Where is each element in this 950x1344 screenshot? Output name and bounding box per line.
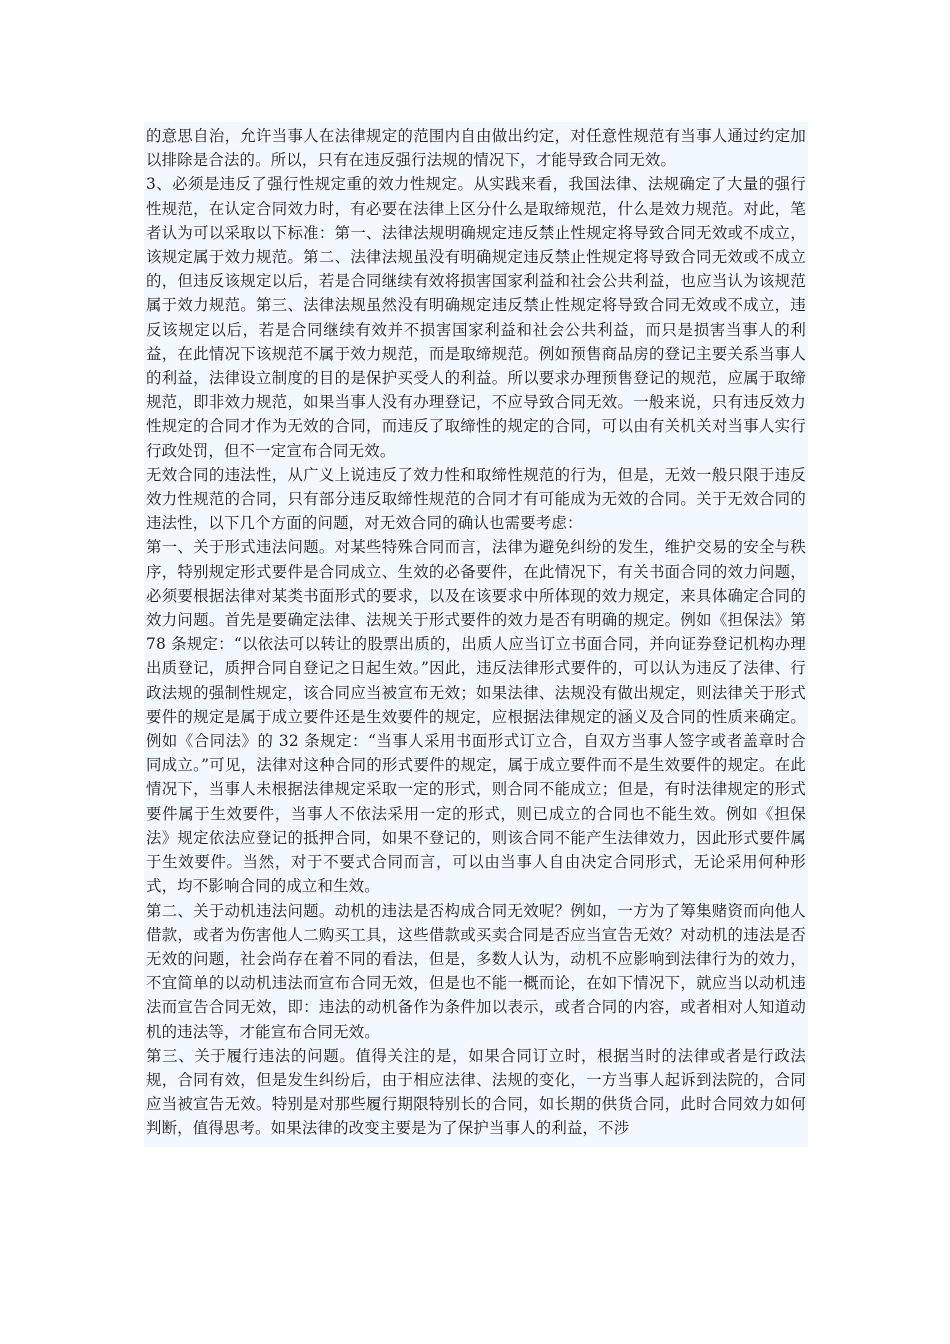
document-body (144, 122, 808, 1147)
paragraph-continuation: 的意思自治，允许当事人在法律规定的范围内自由做出约定，对任意性规范有当事人通过约定加以排除是合法的。所以，只有在违反强行法规的情况下，才能导致合同无效。 (146, 127, 806, 170)
paragraph-motive-illegality: 第二、关于动机违法问题。动机的违法是否构成合同无效呢？例如，一方为了筹集赌资而向他人借款，或者为伤害他人二购买工具，这些借款或买卖合同是否应当宣告无效？对动机的违法是否无效的问题，社会尚存在着不同的看法，但是，多数人认为，动机不应影响到法律行为的效力，不宜简单的以动机违法而宣布合同无效，但是也不能一概而论，在如下情况下，就应当以动机违法而宣告合同无效，即：违法的动机备作为条件加以表示，或者合同的内容，或者相对人知道动机的违法等，才能宣布合同无效。 (146, 901, 806, 1041)
paragraph-illegality-overview: 无效合同的违法性，从广义上说违反了效力性和取缔性规范的行为，但是，无效一般只限于违反效力性规范的合同，只有部分违反取缔性规范的合同才有可能成为无效的合同。关于无效合同的违法性，以下几个方面的问题，对无效合同的确认也需要考虑： (146, 465, 806, 533)
paragraph-form-illegality: 第一、关于形式违法问题。对某些特殊合同而言，法律为避免纠纷的发生，维护交易的安全与秩序，特别规定形式要件是合同成立、生效的必备要件，在此情况下，有关书面合同的效力问题，必须要根据法律对某类书面形式的要求，以及在该要求中所体现的效力规定，来具体确定合同的效力问题。首先是要确定法律、法规关于形式要件的效力是否有明确的规定。例如《担保法》第 78 条规定：“以依法可以转让的股票出质的，出质人应当订立书面合同，并向证券登记机构办理出质登记，质押合同自登记之日起生效。”因此，违反法律形式要件的，可以认为违反了法律、行政法规的强制性规定，该合同应当被宣布无效；如果法律、法规没有做出规定，则法律关于形式要件的规定是属于成立要件还是生效要件的规定，应根据法律规定的涵义及合同的性质来确定。例如《合同法》的 32 条规定：“当事人采用书面形式订立合，自双方当事人签字或者盖章时合同成立。”可见，法律对这种合同的形式要件的规定，属于成立要件而不是生效要件的规定。在此情况下，当事人未根据法律规定采取一定的形式，则合同不能成立；但是，有时法律规定的形式要件属于生效要件，当事人不依法采用一定的形式，则已成立的合同也不能生效。例如《担保法》规定依法应登记的抵押合同，如果不登记的，则该合同不能产生法律效力，因此形式要件属于生效要件。当然，对于不要式合同而言，可以由当事人自由决定合同形式，无论采用何种形式，均不影响合同的成立和生效。 (146, 538, 806, 896)
paragraph-effectiveness-rules: 3、必须是违反了强行性规定重的效力性规定。从实践来看，我国法律、法规确定了大量的强行性规范，在认定合同效力时，有必要在法律上区分什么是取缔规范，什么是效力规范。对此，笔者认为可以采取以下标准：第一、法律法规明确规定违反禁止性规定将导致合同无效或不成立，该规定属于效力规范。第二、法律法规虽没有明确规定违反禁止性规定将导致合同无效或不成立的，但违反该规定以后，若是合同继续有效将损害国家利益和社会公共利益，也应当认为该规范属于效力规范。第三、法律法规虽然没有明确规定违反禁止性规定将导致合同无效或不成立，违反该规定以后，若是合同继续有效并不损害国家利益和社会公共利益，而只是损害当事人的利益，在此情况下该规范不属于效力规范，而是取缔规范。例如预售商品房的登记主要关系当事人的利益，法律设立制度的目的是保护买受人的利益。所以要求办理预售登记的规范，应属于取缔规范，即非效力规范，如果当事人没有办理登记，不应导致合同无效。一般来说，只有违反效力性规定的合同才作为无效的合同，而违反了取缔性的规定的合同，可以由有关机关对当事人实行行政处罚，但不一定宣布合同无效。 (146, 175, 806, 460)
paragraph-performance-illegality: 第三、关于履行违法的问题。值得关注的是，如果合同订立时，根据当时的法律或者是行政法规，合同有效，但是发生纠纷后，由于相应法律、法规的变化，一方当事人起诉到法院的，合同应当被宣告无效。特别是对那些履行期限特别长的合同，如长期的供货合同，此时合同效力如何判断，值得思考。如果法律的改变主要是为了保护当事人的利益，不涉 (146, 1046, 806, 1138)
